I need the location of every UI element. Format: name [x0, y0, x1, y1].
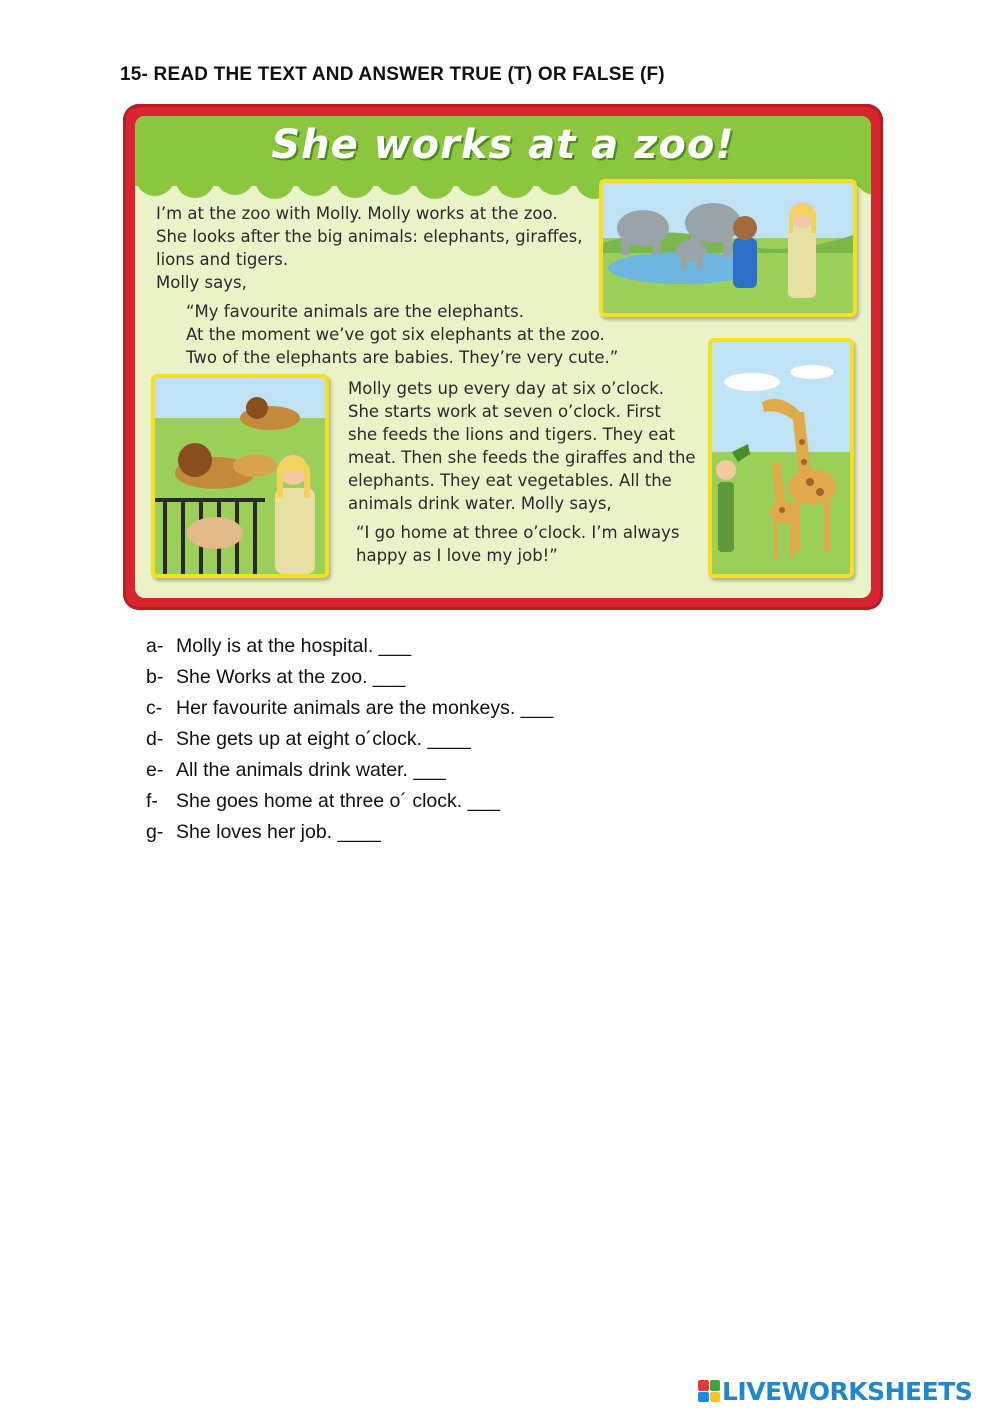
- question-text: She gets up at eight o´clock. ____: [176, 728, 471, 750]
- text-line: I’m at the zoo with Molly. Molly works at the zoo.: [156, 204, 558, 223]
- elephants-illustration: [599, 179, 857, 317]
- question-letter: g-: [146, 821, 164, 843]
- quote-paragraph-1: [186, 300, 618, 369]
- text-line: happy as I love my job!”: [356, 546, 558, 565]
- question-letter: f-: [146, 790, 158, 812]
- lions-illustration: [151, 374, 329, 578]
- liveworksheets-logo-icon: [698, 1380, 720, 1402]
- question-letter: a-: [146, 635, 164, 657]
- text-line: She looks after the big animals: elephants, giraffes,: [156, 227, 583, 246]
- text-line: lions and tigers.: [156, 250, 289, 269]
- question-item: [146, 787, 553, 818]
- quote-paragraph-2: [356, 521, 680, 567]
- question-text: She Works at the zoo. ___: [176, 666, 406, 688]
- text-line: At the moment we’ve got six elephants at the zoo.: [186, 325, 605, 344]
- question-letter: c-: [146, 697, 163, 719]
- question-text: Her favourite animals are the monkeys. ___: [176, 697, 554, 719]
- liveworksheets-logo[interactable]: [698, 1376, 972, 1406]
- question-letter: d-: [146, 728, 164, 750]
- question-item: [146, 663, 553, 694]
- question-text: She goes home at three o´ clock. ___: [176, 790, 501, 812]
- question-letter: b-: [146, 666, 164, 688]
- body-paragraph: [348, 377, 696, 515]
- text-line: she feeds the lions and tigers. They eat: [348, 425, 676, 444]
- exercise-heading: 15- READ THE TEXT AND ANSWER TRUE (T) OR FALSE (F): [120, 64, 665, 85]
- text-line: Molly gets up every day at six o’clock.: [348, 379, 665, 398]
- question-item: [146, 756, 553, 787]
- text-line: elephants. They eat vegetables. All the: [348, 471, 672, 490]
- story-title: She works at a zoo!: [271, 122, 735, 168]
- intro-paragraph: [156, 202, 582, 294]
- story-panel: [135, 116, 871, 598]
- text-line: animals drink water. Molly says,: [348, 494, 612, 513]
- question-item: [146, 632, 553, 663]
- question-text: Molly is at the hospital. ___: [176, 635, 412, 657]
- question-item: [146, 725, 553, 756]
- text-line: “My favourite animals are the elephants.: [186, 302, 524, 321]
- logo-text: LIVEWORKSHEETS: [722, 1376, 973, 1406]
- question-letter: e-: [146, 759, 164, 781]
- text-line: Molly says,: [156, 273, 247, 292]
- question-text: All the animals drink water. ___: [176, 759, 446, 781]
- question-item: [146, 694, 553, 725]
- text-line: Two of the elephants are babies. They’re very cute.”: [186, 348, 619, 367]
- giraffes-illustration: [708, 338, 854, 578]
- story-card: [123, 104, 883, 610]
- question-text: She loves her job. ____: [176, 821, 381, 843]
- question-item: [146, 818, 553, 849]
- text-line: “I go home at three o’clock. I’m always: [356, 523, 680, 542]
- text-line: She starts work at seven o’clock. First: [348, 402, 661, 421]
- text-line: meat. Then she feeds the giraffes and the: [348, 448, 696, 467]
- true-false-questions: [146, 632, 553, 849]
